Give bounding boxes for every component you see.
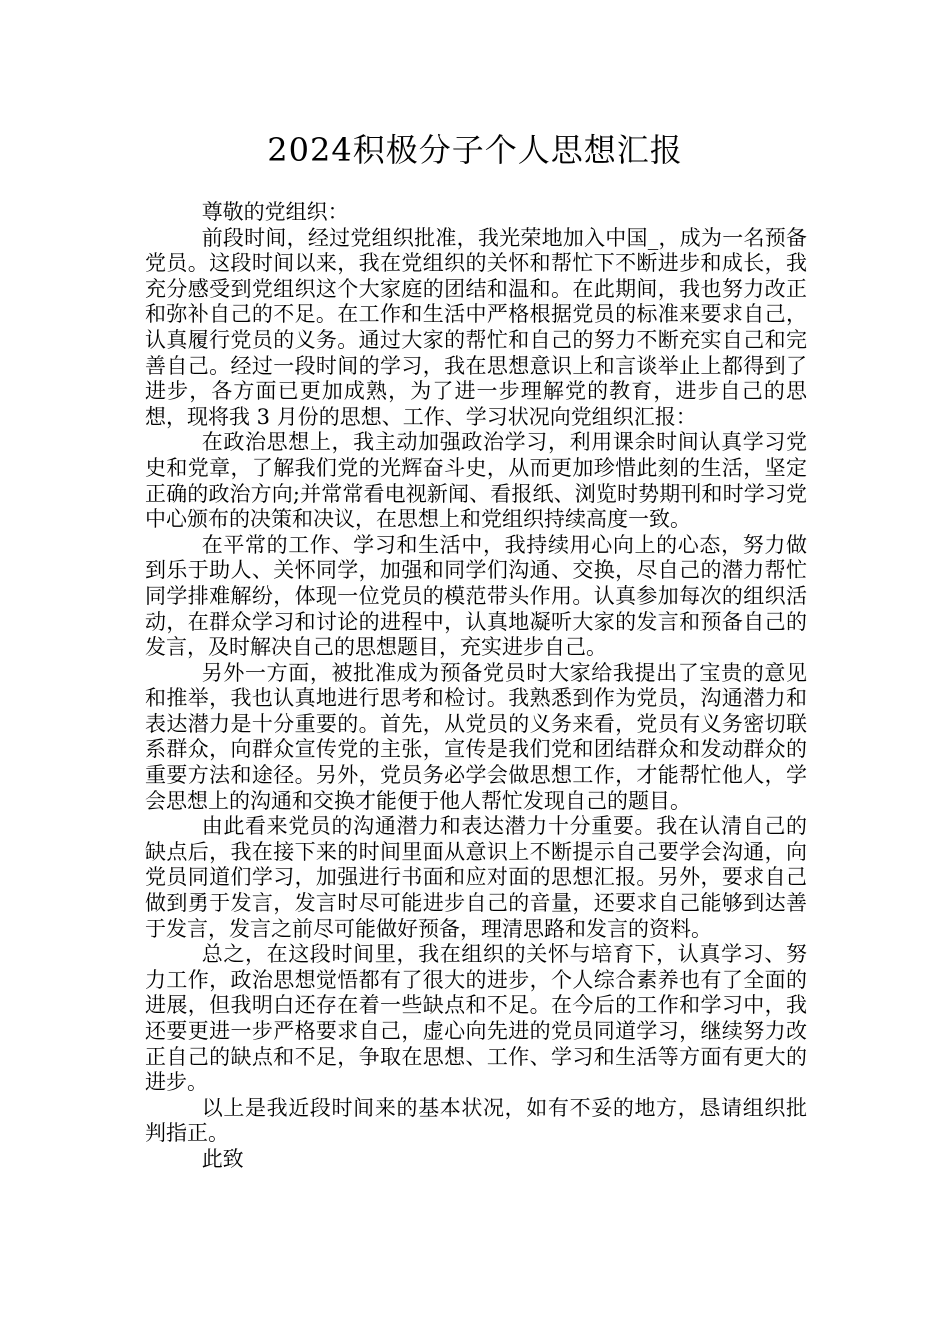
paragraph-improvement: 由此看来党员的沟通潜力和表达潜力十分重要。我在认清自己的缺点后，我在接下来的时间里面从意识上不断提示自己要学会沟通，向党员同道们学习，加强进行书面和应对面的思想汇报。另外，要求自己做到勇于发言，发言时尽可能进步自己的音量，还要求自己能够到达善于发言，发言之前尽可能做好预备，理清思路和发言的资料。 — [145, 814, 807, 941]
document-body — [145, 200, 807, 1173]
paragraph-intro: 前段时间，经过党组织批准，我光荣地加入中国_，成为一名预备党员。这段时间以来，我在党组织的关怀和帮忙下不断进步和成长，我充分感受到党组织这个大家庭的团结和温和。在此期间，我也努力改正和弥补自己的不足。在工作和生活中严格根据党员的标准来要求自己，认真履行党员的义务。通过大家的帮忙和自己的努力不断充实自己和完善自己。经过一段时间的学习，我在思想意识上和言谈举止上都得到了进步，各方面已更加成熟，为了进一步理解党的教育，进步自己的思想，现将我 3 月份的思想、工作、学习状况向党组织汇报： — [145, 225, 807, 429]
closing-salutation: 此致 — [201, 1146, 244, 1171]
paragraph-political: 在政治思想上，我主动加强政治学习，利用课余时间认真学习党史和党章，了解我们党的光辉奋斗史，从而更加珍惜此刻的生活，坚定正确的政治方向;并常常看电视新闻、看报纸、浏览时势期刊和时学习党中心颁布的决策和决议，在思想上和党组织持续高度一致。 — [145, 430, 807, 532]
paragraph-closing-request: 以上是我近段时间来的基本状况，如有不妥的地方，恳请组织批判指正。 — [145, 1095, 807, 1146]
paragraph-daily-work: 在平常的工作、学习和生活中，我持续用心向上的心态，努力做到乐于助人、关怀同学，加强和同学们沟通、交换，尽自己的潜力帮忙同学排难解纷，体现一位党员的模范带头作用。认真参加每次的组织活动，在群众学习和讨论的进程中，认真地凝听大家的发言和预备自己的发言，及时解决自己的思想题目，充实进步自己。 — [145, 532, 807, 660]
paragraph-summary: 总之，在这段时间里，我在组织的关怀与培育下，认真学习、努力工作，政治思想觉悟都有了很大的进步，个人综合素养也有了全面的进展，但我明白还存在着一些缺点和不足。在今后的工作和学习中，我还要更进一步严格要求自己，虚心向先进的党员同道学习，继续努力改正自己的缺点和不足，争取在思想、工作、学习和生活等方面有更大的进步。 — [145, 942, 807, 1095]
greeting-line: 尊敬的党组织： — [201, 200, 349, 224]
paragraph-communication: 另外一方面，被批准成为预备党员时大家给我提出了宝贵的意见和推举，我也认真地进行思考和检讨。我熟悉到作为党员，沟通潜力和表达潜力是十分重要的。首先，从党员的义务来看，党员有义务密切联系群众，向群众宣传党的主张，宣传是我们党和团结群众和发动群众的重要方法和途径。另外，党员务必学会做思想工作，才能帮忙他人，学会思想上的沟通和交换才能便于他人帮忙发现自己的题目。 — [145, 660, 807, 813]
document-title: 2024积极分子个人思想汇报 — [267, 131, 683, 169]
